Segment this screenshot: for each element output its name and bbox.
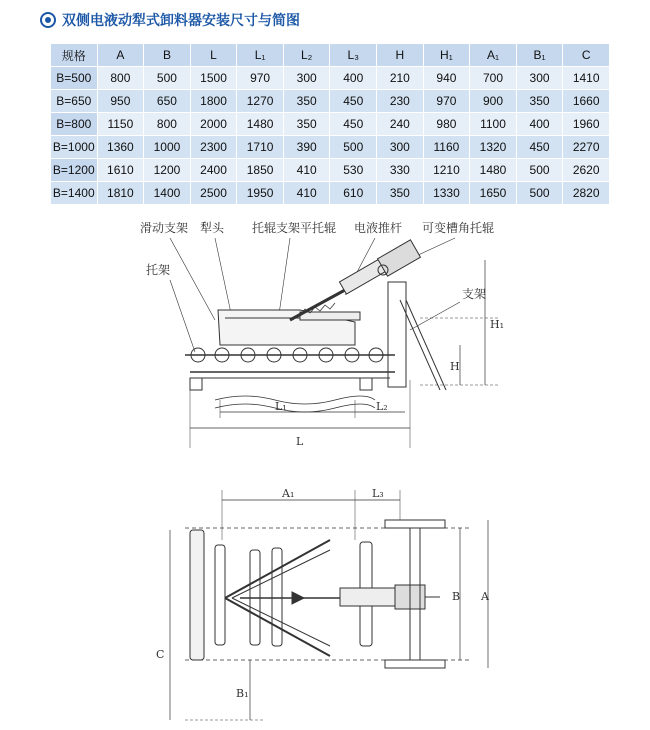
table-cell: 800 [97, 67, 144, 90]
dim-L2: L₂ [376, 400, 388, 413]
header-cell: L₂ [283, 44, 330, 67]
table-cell: 500 [516, 159, 563, 182]
table-cell: 300 [283, 67, 330, 90]
table-cell: 1500 [190, 67, 237, 90]
table-cell: 450 [516, 136, 563, 159]
table-cell: 1480 [470, 159, 517, 182]
row-spec-cell: B=1400 [51, 182, 98, 205]
table-cell: 530 [330, 159, 377, 182]
table-cell: 210 [377, 67, 424, 90]
label-plow-head: 犁头 [200, 221, 225, 235]
table-cell: 2400 [190, 159, 237, 182]
label-slide-support: 滑动支架 [140, 221, 189, 235]
table-cell: 970 [237, 67, 284, 90]
label-support: 支架 [462, 287, 487, 301]
table-cell: 1100 [470, 113, 517, 136]
table-cell: 350 [516, 90, 563, 113]
dim-B: B [452, 590, 461, 603]
header-cell: H [377, 44, 424, 67]
table-cell: 410 [283, 182, 330, 205]
label-idler-frame: 托架 [146, 263, 171, 277]
row-spec-cell: B=800 [51, 113, 98, 136]
table-cell: 450 [330, 113, 377, 136]
table-cell: 1810 [97, 182, 144, 205]
header-cell: B [144, 44, 191, 67]
table-cell: 500 [144, 67, 191, 90]
table-cell: 1950 [237, 182, 284, 205]
table-cell: 400 [330, 67, 377, 90]
table-cell: 1850 [237, 159, 284, 182]
table-cell: 1160 [423, 136, 470, 159]
dim-H1: H₁ [490, 318, 505, 331]
table-cell: 2620 [563, 159, 610, 182]
table-cell: 980 [423, 113, 470, 136]
table-cell: 1000 [144, 136, 191, 159]
row-spec-cell: B=500 [51, 67, 98, 90]
header-cell: L [190, 44, 237, 67]
header-cell: B₁ [516, 44, 563, 67]
row-spec-cell: B=1000 [51, 136, 98, 159]
table-cell: 650 [144, 90, 191, 113]
table-cell: 2000 [190, 113, 237, 136]
dim-A1: A₁ [282, 487, 295, 500]
table-cell: 970 [423, 90, 470, 113]
label-variable-trough-idler: 可变槽角托辊 [422, 221, 495, 235]
table-cell: 350 [377, 182, 424, 205]
table-cell: 950 [97, 90, 144, 113]
dim-L1: L₁ [275, 400, 287, 413]
section-title-text: 双侧电液动犁式卸料器安装尺寸与简图 [62, 13, 300, 29]
top-view [156, 487, 490, 720]
table-cell: 330 [377, 159, 424, 182]
dim-H: H [450, 360, 460, 373]
row-spec-cell: B=1200 [51, 159, 98, 182]
table-cell: 2270 [563, 136, 610, 159]
table-cell: 1400 [144, 182, 191, 205]
header-cell: C [563, 44, 610, 67]
table-cell: 1360 [97, 136, 144, 159]
table-cell: 230 [377, 90, 424, 113]
table-cell: 1800 [190, 90, 237, 113]
table-cell: 1650 [470, 182, 517, 205]
label-hydraulic-pusher: 电液推杆 [354, 221, 403, 235]
table-cell: 1480 [237, 113, 284, 136]
header-cell: H₁ [423, 44, 470, 67]
table-cell: 1660 [563, 90, 610, 113]
label-flat-idler-frame: 托辊支架平托辊 [252, 221, 337, 235]
table-cell: 410 [283, 159, 330, 182]
table-cell: 1210 [423, 159, 470, 182]
table-cell: 300 [516, 67, 563, 90]
table-cell: 450 [330, 90, 377, 113]
dim-B1: B₁ [236, 687, 249, 700]
table-cell: 1960 [563, 113, 610, 136]
dim-C: C [156, 648, 165, 661]
table-cell: 2300 [190, 136, 237, 159]
table-cell: 700 [470, 67, 517, 90]
table-cell: 800 [144, 113, 191, 136]
side-view [140, 220, 504, 448]
dim-L: L [296, 435, 304, 448]
table-cell: 1200 [144, 159, 191, 182]
table-cell: 500 [516, 182, 563, 205]
dim-L3: L₃ [372, 487, 384, 500]
table-cell: 500 [330, 136, 377, 159]
table-cell: 1710 [237, 136, 284, 159]
table-cell: 400 [516, 113, 563, 136]
header-cell: 规格 [51, 44, 98, 67]
table-cell: 1330 [423, 182, 470, 205]
table-cell: 900 [470, 90, 517, 113]
table-cell: 610 [330, 182, 377, 205]
header-cell: L₁ [237, 44, 284, 67]
table-cell: 350 [283, 90, 330, 113]
dim-A: A [481, 590, 489, 603]
table-cell: 2820 [563, 182, 610, 205]
table-cell: 1410 [563, 67, 610, 90]
table-cell: 1270 [237, 90, 284, 113]
table-cell: 1320 [470, 136, 517, 159]
table-cell: 1610 [97, 159, 144, 182]
header-cell: L₃ [330, 44, 377, 67]
header-cell: A₁ [470, 44, 517, 67]
header-cell: A [97, 44, 144, 67]
table-cell: 1150 [97, 113, 144, 136]
table-cell: 390 [283, 136, 330, 159]
table-cell: 240 [377, 113, 424, 136]
table-cell: 350 [283, 113, 330, 136]
table-cell: 2500 [190, 182, 237, 205]
table-cell: 940 [423, 67, 470, 90]
table-cell: 300 [377, 136, 424, 159]
row-spec-cell: B=650 [51, 90, 98, 113]
